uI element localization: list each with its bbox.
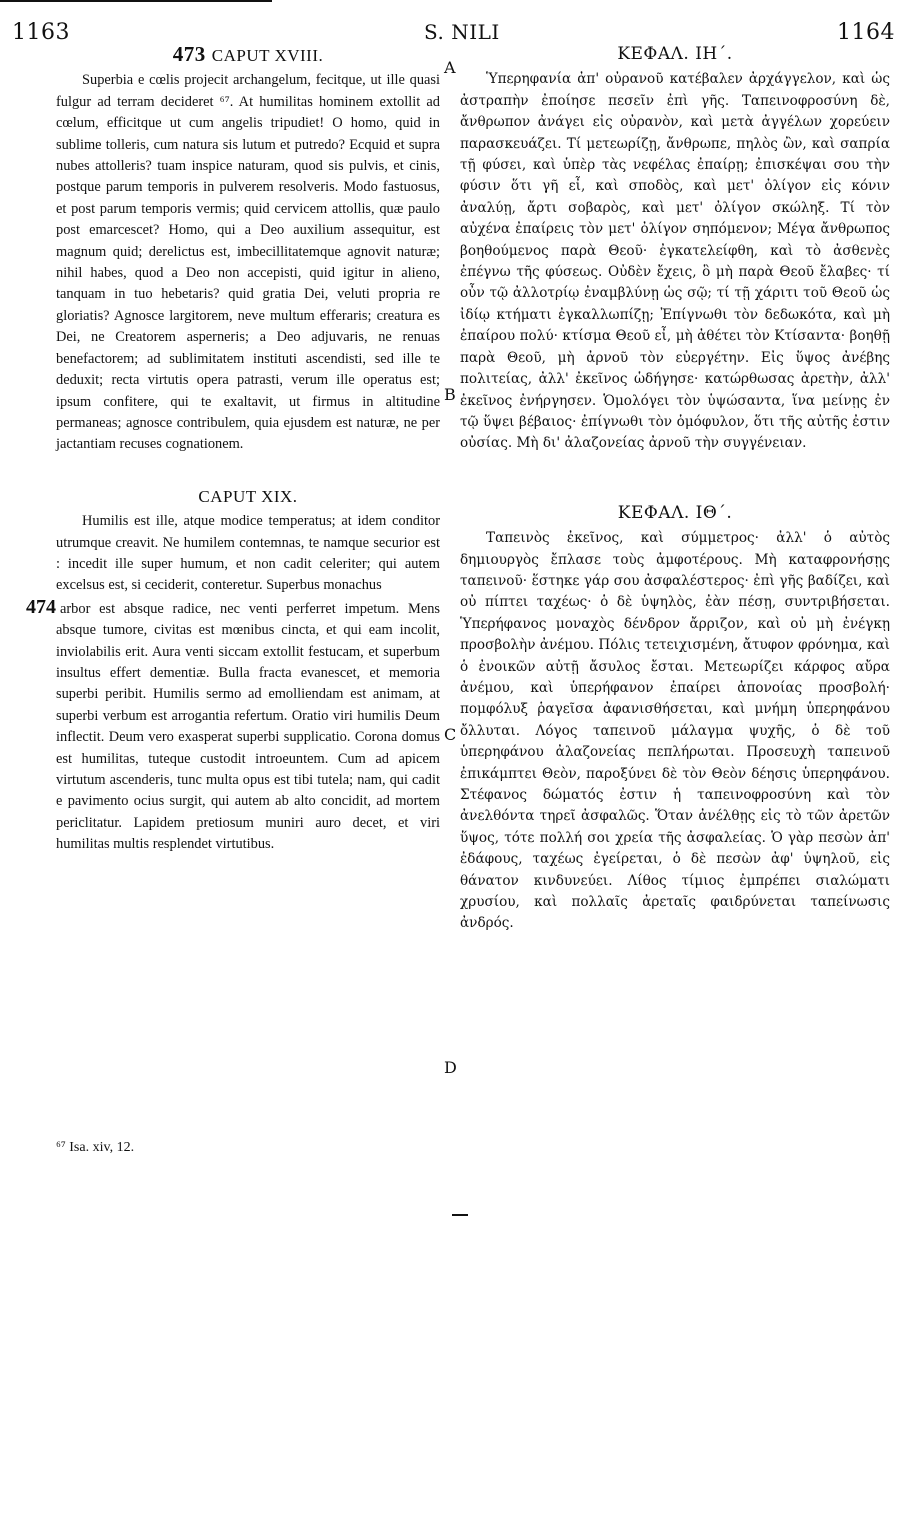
latin-chapter-19-text-b: arbor est absque radice, nec venti perferret impetum. Mens absque tumore, civitas est mœnibus cincta, et qui eam incolit, inviolabilis erit. Aura venti siccam extollit festucam, et superbum insultus effert dementiæ. Bulla fracta evanescet, et memoria superbi peribit. Humilis sermo ad emolliendam est animam, at superbi verbum est arrogantia refertum. Oratio viri humilis Deum inflectit. Deum vero exasperat superbi supplicatio. Corona domus est humilitas, tuteque custodit introeuntem. Cum ad apicem virtutum ascenderis, tunc multa opus est tibi tutela; nam, qui cadit e pavimento ocius surgit, qui autem ab alto concidit, ad mortem periclitatur. Lapidem pretiosum muniri auro decet, et viri humilitas multis resplendet virtutibus. (56, 600, 440, 853)
latin-column (26, 42, 440, 856)
latin-chapter-19-text-a: Humilis est ille, atque modice temperatus; at idem conditor utrumque creavit. Ne humilem contemnas, te namque securior est : incedit ille super humum, et non cadit celeriter; qui autem excelsus est, si ceciderit, conteretur. Superbus monachus (56, 513, 440, 594)
top-rule (0, 0, 272, 2)
greek-chapter-18-body (460, 69, 890, 454)
latin-chapter-18-title: CAPUT XVIII. (211, 46, 324, 65)
page-number-left: 1163 (12, 20, 70, 45)
margin-letter-a: A (444, 58, 456, 77)
page-marker-474: 474 (26, 595, 56, 618)
latin-chapter-18-heading (56, 44, 440, 66)
greek-chapter-19-body (460, 528, 890, 935)
greek-column (460, 44, 890, 935)
greek-chapter-18-title: ΚΕΦΑΛ. ΙΗ΄. (617, 44, 733, 64)
greek-chapter-18-text: Ὑπερηφανία ἀπ' οὐρανοῦ κατέβαλεν ἀρχάγγελον, καὶ ὡς ἀστραπὴν ἐποίησε πεσεῖν ἐπὶ γῆς. Ταπεινοφροσύνη δὲ, ἄνθρωπον ἀνάγει εἰς οὐρανὸν, καὶ μετὰ ἀγγέλων χορεύειν παρασκευάζει. Τί μετεωρίζῃ, ἄνθρωπε, πηλὸς ὢν, καὶ σαπρία τῇ φύσει, καὶ ὑπὲρ τὰς νεφέλας ἐπαίρῃ; ἐπισκέψαι σου τὴν φύσιν ὅτι γῆ εἶ, καὶ σποδὸς, καὶ μετ' ὀλίγον εἰς κόνιν ἀναλύῃ, ἄρτι σοβαρὸς, καὶ μετ' ὀλίγον σκώληξ. Τί τὸν αὐχένα ἐπαίρεις τὸν μετ' ὀλίγον σηπόμενον; Μέγα ἄνθρωπος βοηθούμενος παρὰ Θεοῦ· ἐγκατελείφθη, καὶ τὸ ἀσθενὲς ἐπέγνω τῆς φύσεως. Οὐδὲν ἔχεις, ὃ μὴ παρὰ Θεοῦ ἔλαβες· τί οὖν τῷ ἀλλοτρίῳ ἐναμβλύνῃ ὡς σῷ; τί τῇ χάριτι τοῦ Θεοῦ ὡς ἰδίῳ κτήματι ἐγκαλλωπίζῃ; Ἐπίγνωθι τὸν δεδωκότα, καὶ μὴ ἐπαίρου πολύ· κτίσμα Θεοῦ εἶ, μὴ ἀθέτει τὸν Κτίσαντα· βοηθῇ παρὰ Θεοῦ, μὴ ἀρνοῦ τὸν εὐεργέτην. Εἰς ὕψος ἀνέβης πολιτείας, ἀλλ' ἐκεῖνος ὡδήγησε· κατώρθωσας ἀρετὴν, ἀλλ' ἐκεῖνος ἐνήργησεν. Ὁμολόγει τὸν ὑψώσαντα, ἵνα μείνῃς ἐν τῷ ὕψει βέβαιος· ἐπίγνωθι τὸν ὁμόφυλον, ὅτι τῆς αὐτῆς ἐστιν οὐσίας. Μὴ δι' ἀλαζονείας ἀρνοῦ τὴν συγγένειαν. (460, 71, 890, 452)
running-head: S. NILI (424, 20, 500, 44)
margin-letter-d: D (444, 1058, 457, 1077)
footnote: ⁶⁷ Isa. xiv, 12. (56, 1140, 135, 1155)
latin-chapter-18-text: Superbia e cœlis projecit archangelum, fecitque, ut ille quasi fulgur ad terram decideret ⁶⁷. At humilitas hominem extollit ad cœlum, efficitque ut cum angelis tripudiet! O homo, quid in sublime tolleris, cum natura sis lutum et putredo? Ecquid et supra nubes attolleris? tuam inspice naturam, quod sis pulvis, et cinis, postque parum temporis in pulverem resolveris. Modo fastuosus, et post parum temporis vermis; quid cervicem attollis, quæ paulo post emarcescet? Homo, qui a Deo auxilium assequitur, est magnum quid; derelictus est, imbecillitatemque agnovit naturæ; nihil habes, quod a Deo non accepisti, quid igitur in alieno, tanquam in tuo hebetaris? quid gratia Dei, veluti propria re gloriatis? Agnosce largitorem, neve multum efferaris; creatura es Dei, ne Creatorem asperneris; a Deo adjuvaris, ne renuas benefactorem; ad sublimitatem instituti ascendisti, sed ille te deduxit; recta virtutis opera patrasti, verum ille operatus est; ipsum confitere, qui te exaltavit, ut firmus in altitudine permaneas; agnosce contribulem, quia ejusdem est naturæ, ne per jactantiam recuses cognationem. (56, 72, 440, 453)
greek-chapter-19-title: ΚΕΦΑΛ. ΙΘ΄. (617, 502, 733, 523)
end-rule (452, 1214, 468, 1216)
latin-chapter-18-body (56, 70, 440, 455)
latin-chapter-19-title: CAPUT XIX. (198, 486, 298, 506)
greek-chapter-19-text: Ταπεινὸς ἐκεῖνος, καὶ σύμμετρος· ἀλλ' ὁ αὐτὸς δημιουργὸς ἔπλασε τοὺς ἀμφοτέρους. Μὴ καταφρονήσῃς ταπεινοῦ· ἕστηκε γάρ σου ἀσφαλέστερος· ἐπὶ γῆς βαδίζει, καὶ οὐ πίπτει ταχέως· ὁ δὲ ὑψηλὸς, ἐὰν πέσῃ, συντριβήσεται. Ὑπερήφανος μοναχὸς δένδρον ἄρριζον, καὶ οὐ μὴ ἐνέγκῃ προσβολὴν ἀνέμου. Πόλις τετειχισμένη, ἄτυφον φρόνημα, καὶ ὁ ἐνοικῶν αὐτῇ ἄσυλος ἔσται. Μετεωρίζει κάρφος αὔρα ἀνέμου, καὶ ὑπερήφανον ἐπαίρει ἀπονοίας προσβολή· πομφόλυξ ῥαγεῖσα ἀφανισθήσεται, καὶ μνήμη ὑπερηφάνου ὄλλυται. Λόγος ταπεινοῦ μάλαγμα ψυχῆς, ὁ δὲ τοῦ ὑπερηφάνου ἀλαζονείας πεπλήρωται. Προσευχὴ ταπεινοῦ ἐπικάμπτει Θεὸν, παροξύνει δὲ τὸν Θεὸν δέησις ὑπερηφάνου. Στέφανος δώματός ἐστιν ἡ ταπεινοφροσύνη καὶ τὸν ἀνελθόντα τηρεῖ ἀσφαλῶς. Ὅταν ἀνέλθῃς εἰς τὸ τῶν ἀρετῶν ὕψος, τότε πολλή σοι χρεία τῆς ἀσφαλείας. Ὁ γὰρ πεσὼν ἀπ' ἐδάφους, ταχέως ἐγείρεται, ὁ δὲ πεσὼν ἀφ' ὑψηλοῦ, εἰς θάνατον κινδυνεύει. Λίθος τίμιος ἐμπρέπει σιαλώματι χρυσίου, καὶ πολλαῖς ἀρεταῖς φαιδρύνεται ταπείνωσις ἀνδρός. (460, 530, 890, 932)
margin-letter-c: C (444, 725, 457, 744)
page-marker-473: 473 (172, 42, 206, 66)
latin-chapter-19-body (26, 511, 440, 856)
margin-letter-b: B (444, 385, 456, 404)
page-number-right: 1164 (837, 20, 895, 45)
